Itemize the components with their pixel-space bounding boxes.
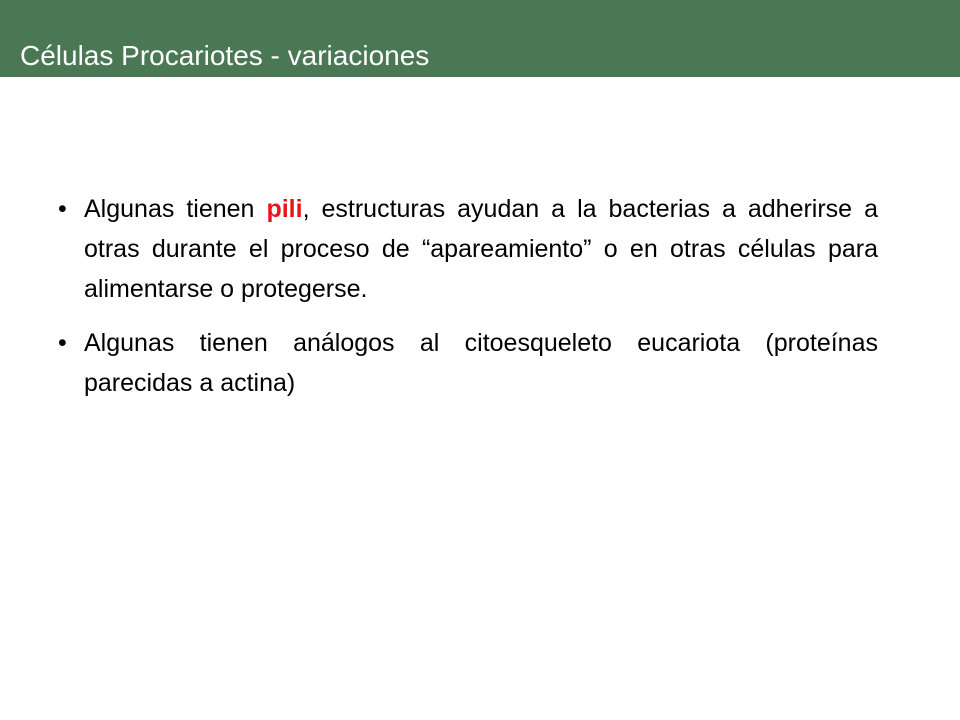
title-bar xyxy=(0,0,960,77)
bullet-text-after: , estructuras ayudan a la bacterias a adherirse a otras durante el proceso de “apareamiento” o en otras células para alimentarse o protegerse. xyxy=(84,195,878,303)
bullet-icon: • xyxy=(58,195,67,223)
bullet-item-citoesqueleto xyxy=(58,323,878,403)
slide-title: Células Procariotes - variaciones xyxy=(20,40,430,71)
slide-content xyxy=(58,189,878,417)
bullet-icon: • xyxy=(58,329,67,357)
bullet-text xyxy=(84,189,878,309)
bullet-item-pili xyxy=(58,189,878,309)
highlight-term: pili xyxy=(266,195,303,223)
bullet-text-before: Algunas tienen xyxy=(84,195,267,223)
bullet-text: Algunas tienen análogos al citoesqueleto eucariota (proteínas parecidas a actina) xyxy=(84,329,878,397)
